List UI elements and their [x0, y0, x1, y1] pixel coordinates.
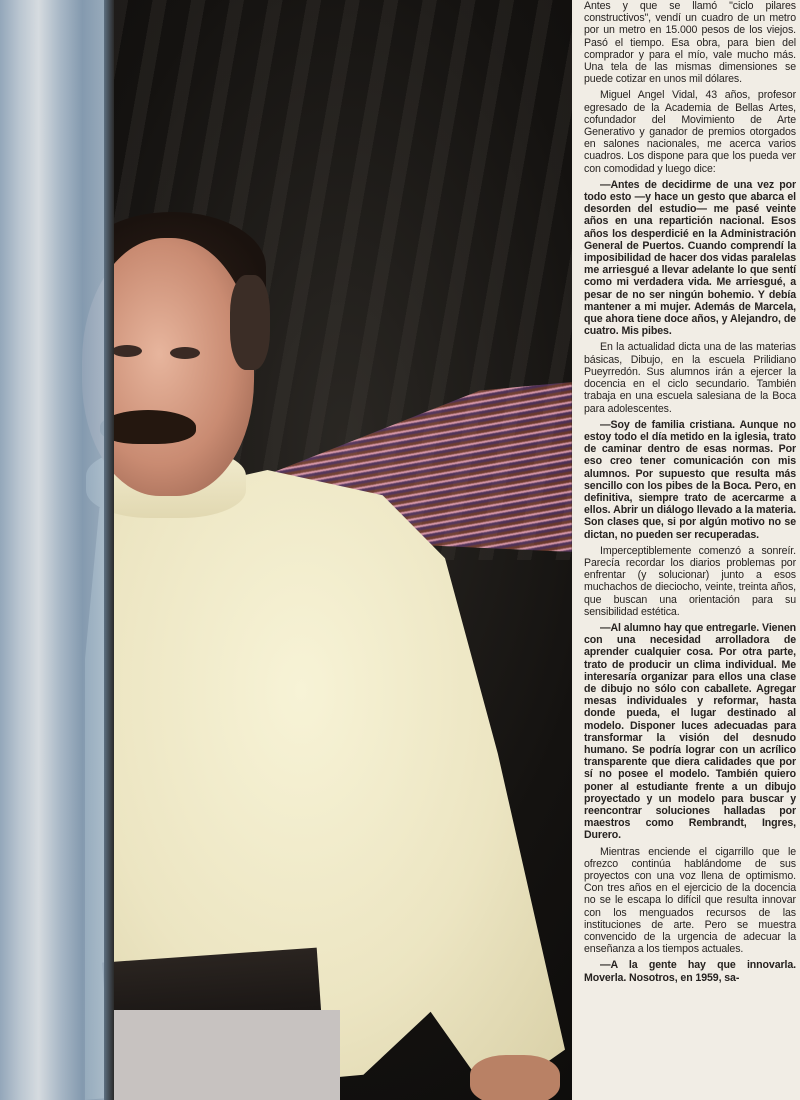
article-body — [584, 0, 796, 988]
paragraph: Miguel Angel Vidal, 43 años, profesor egresado de la Academia de Bellas Artes, cofundador del Movimiento de Arte Generativo y ganador de premios otorgados en salones nacionales, me acerca varios cuadros. Los dispone para que los pueda ver con comodidad y luego dice: — [584, 89, 796, 175]
left-eye — [112, 345, 142, 357]
hair-side — [230, 275, 270, 370]
paragraph: Antes y que se llamó "ciclo pilares constructivos", vendí un cuadro de un metro por un metro en 15.000 pesos de los viejos. Pasó el tiempo. Esa obra, para bien del comprador y para el mío, vale mucho más. Una tela de las mismas dimensiones se puede cotizar en unos mil dólares. — [584, 0, 796, 86]
paragraph: Mientras enciende el cigarrillo que le ofrezco continúa hablándome de sus proyectos con una voz llena de optimismo. Con tres años en el ejercicio de la docencia no se le escapa lo difícil que resulta innovar con los menguados recursos de las instituciones de arte. Pero se muestra convencido de la urgencia de adecuar la enseñanza a los tiempos actuales. — [584, 845, 796, 956]
glass-edge — [104, 0, 114, 1100]
glass-panel — [0, 0, 110, 1100]
paragraph: Imperceptiblemente comenzó a sonreír. Parecía recordar los diarios problemas por enfrentar (y solucionar) junto a esos muchachos de dieciocho, veinte, treinta años, que buscan una orientación para su sensibilidad estética. — [584, 544, 796, 618]
mustache — [100, 410, 196, 444]
trousers — [110, 1010, 340, 1100]
text-column — [574, 0, 800, 1100]
quote-paragraph: —Antes de decidirme de una vez por todo esto —y hace un gesto que abarca el desorden del estudio— me pasé veinte años en una repartición nacional. Esos años los desperdicié en la Administración General de Puertos. Cuando comprendí la imposibilidad de hacer dos vidas paralelas me arriesgué a llevar adelante lo que sentí como mi verdadera vida. Me arriesgué, a pesar de no ser ningún bohemio. Y debía mantener a mi mujer. Además de Marcela, que ahora tiene doce años, y Alejandro, de cuatro. Mis pibes. — [584, 178, 796, 338]
paragraph: En la actualidad dicta una de las materias básicas, Dibujo, en la escuela Prilidiano Pueyrredón. Sus alumnos irán a ejercer la docencia en el ciclo secundario. También trabaja en una escuela salesiana de la Boca para adolescentes. — [584, 341, 796, 415]
right-eye — [170, 347, 200, 359]
quote-paragraph: —A la gente hay que innovarla. Moverla. Nosotros, en 1959, sa- — [584, 959, 796, 984]
quote-paragraph: —Al alumno hay que entregarle. Vienen con una necesidad arrolladora de aprender cualquier cosa. Por otra parte, trato de producir un clima individual. Me interesaría organizar para ellos una clase de dibujo no sólo con caballete. Agregar mesas individuales y reformar, hasta donde pueda, el lugar destinado al modelo. Disponer luces adecuadas para transformar la visión del desnudo humano. Se podría lograr con un acrílico transparente que diera calidades que por sí no posee el modelo. También quiero poner al estudiante frente a un dibujo proyectado y un modelo para buscar y reencontrar soluciones halladas por maestros como Rembrandt, Ingres, Durero. — [584, 621, 796, 842]
hand — [470, 1055, 560, 1100]
quote-paragraph: —Soy de familia cristiana. Aunque no estoy todo el día metido en la iglesia, trato de caminar dentro de esas normas. Por eso creo tener comunicación con mis alumnos. Por supuesto que resulta más sencillo con los pibes de la Boca. Pero, en definitiva, siempre trato de acercarme a ellos. Abrir un diálogo llevado a la materia. Son clases que, si por algún motivo no se dictan, no pueden ser recuperadas. — [584, 418, 796, 541]
